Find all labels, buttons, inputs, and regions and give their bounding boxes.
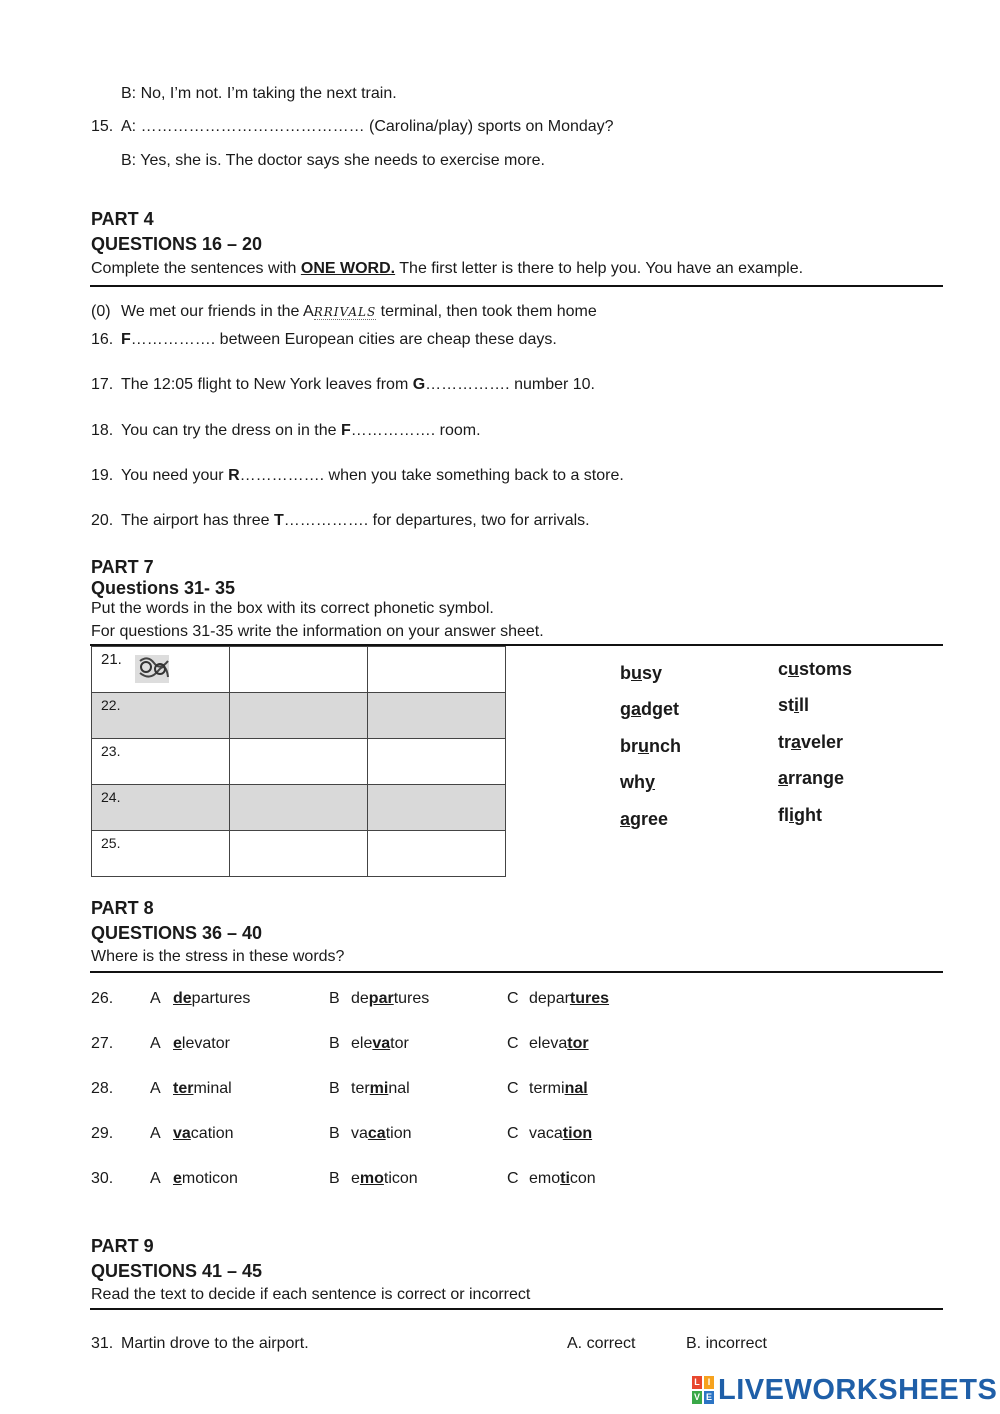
option-letter: A bbox=[150, 1125, 161, 1142]
fill-in-sentence[interactable] bbox=[121, 421, 481, 441]
option-letter: B bbox=[329, 1125, 340, 1142]
syllable: tion bbox=[385, 1125, 412, 1142]
table-row bbox=[92, 647, 506, 693]
stressed-syllable: mi bbox=[369, 1080, 389, 1097]
stress-option[interactable] bbox=[351, 1034, 409, 1054]
sentence-text: ……………. room. bbox=[350, 422, 481, 439]
option-letter: C bbox=[507, 990, 519, 1007]
fill-in-sentence[interactable] bbox=[121, 375, 595, 395]
instr-emphasis: ONE WORD. bbox=[300, 260, 396, 277]
syllable: minal bbox=[193, 1080, 232, 1097]
syllable: levator bbox=[181, 1035, 230, 1052]
example-number: (0) bbox=[91, 303, 111, 320]
syllable: nal bbox=[388, 1080, 410, 1097]
dialogue-line: B: Yes, she is. The doctor says she needs to exercise more. bbox=[121, 152, 545, 169]
syllable: termi bbox=[529, 1080, 565, 1097]
part-4-subtitle: QUESTIONS 16 – 20 bbox=[91, 234, 263, 254]
option-letter: B bbox=[329, 990, 340, 1007]
underlined-sound: u bbox=[788, 659, 800, 679]
part-9-instructions: Read the text to decide if each sentence is correct or incorrect bbox=[91, 1286, 531, 1303]
word-part: st bbox=[778, 695, 795, 715]
part-7-subtitle: Questions 31- 35 bbox=[91, 578, 236, 598]
syllable: cation bbox=[190, 1125, 234, 1142]
question-number: 29. bbox=[91, 1125, 114, 1142]
question-number: 20. bbox=[91, 512, 114, 529]
part-8-subtitle: QUESTIONS 36 – 40 bbox=[91, 923, 263, 943]
phonetic-word[interactable] bbox=[620, 771, 655, 793]
example-answer: RRIVALS bbox=[313, 305, 377, 319]
syllable: ele bbox=[351, 1035, 373, 1052]
row-number: 24. bbox=[92, 785, 230, 831]
dialogue-line: B: No, I’m not. I’m taking the next train. bbox=[121, 85, 397, 102]
question-number: 16. bbox=[91, 331, 114, 348]
stress-option[interactable] bbox=[351, 1169, 418, 1189]
word-part: c bbox=[778, 659, 789, 679]
option-correct[interactable]: A. correct bbox=[567, 1335, 636, 1352]
option-letter: C bbox=[507, 1035, 519, 1052]
first-letter-hint: G bbox=[412, 376, 426, 393]
part-9-title: PART 9 bbox=[91, 1236, 154, 1256]
phonetic-word[interactable] bbox=[620, 698, 679, 720]
sentence-text: ……………. for departures, two for arrivals. bbox=[283, 512, 590, 529]
phonetic-word[interactable] bbox=[778, 658, 852, 680]
underlined-sound: y bbox=[645, 772, 656, 792]
question-number: 17. bbox=[91, 376, 114, 393]
first-letter-hint: F bbox=[121, 331, 131, 348]
stress-option[interactable] bbox=[173, 989, 250, 1009]
table-row bbox=[92, 785, 506, 831]
option-letter: C bbox=[507, 1125, 519, 1142]
phonetic-word[interactable] bbox=[778, 767, 844, 789]
answer-cell[interactable] bbox=[230, 647, 368, 693]
instr-text: The first letter is there to help you. You have an example. bbox=[395, 260, 804, 277]
row-label: 21. bbox=[101, 651, 122, 668]
logo-text: LIVEWORKSHEETS bbox=[718, 1373, 998, 1406]
sentence-text: The 12:05 flight to New York leaves from bbox=[121, 376, 413, 393]
stressed-syllable: tion bbox=[562, 1125, 593, 1142]
option-letter: B bbox=[329, 1080, 340, 1097]
answer-cell[interactable] bbox=[368, 647, 506, 693]
question-text: Martin drove to the airport. bbox=[121, 1335, 309, 1352]
syllable: ter bbox=[351, 1080, 370, 1097]
answer-cell[interactable] bbox=[368, 831, 506, 877]
divider bbox=[90, 971, 943, 973]
word-part: sy bbox=[642, 663, 663, 683]
part-7-instructions: For questions 31-35 write the information on your answer sheet. bbox=[91, 623, 544, 640]
question-number: 31. bbox=[91, 1335, 114, 1352]
question-number: 30. bbox=[91, 1170, 114, 1187]
option-letter: C bbox=[507, 1170, 519, 1187]
syllable: tor bbox=[390, 1035, 409, 1052]
stress-option[interactable] bbox=[351, 989, 429, 1009]
row-number: 23. bbox=[92, 739, 230, 785]
syllable: e bbox=[351, 1170, 360, 1187]
syllable: vaca bbox=[529, 1125, 563, 1142]
first-letter-hint: R bbox=[228, 467, 240, 484]
phonetic-word[interactable] bbox=[778, 731, 843, 753]
word-part: g bbox=[620, 699, 631, 719]
sentence-text: ……………. when you take something back to a store. bbox=[239, 467, 624, 484]
example-sentence bbox=[121, 302, 597, 322]
logo-letter: V bbox=[693, 1392, 700, 1402]
word-part: ght bbox=[794, 805, 822, 825]
stress-option[interactable] bbox=[173, 1079, 232, 1099]
word-part: tr bbox=[778, 732, 791, 752]
stress-option[interactable] bbox=[529, 1034, 589, 1054]
underlined-sound: a bbox=[791, 732, 802, 752]
word-part: rrange bbox=[788, 768, 845, 788]
stressed-syllable: tures bbox=[569, 990, 610, 1007]
word-part: ll bbox=[799, 695, 810, 715]
logo-letter: L bbox=[692, 1376, 702, 1389]
table-row bbox=[92, 831, 506, 877]
word-part: gree bbox=[630, 809, 669, 829]
stress-option[interactable] bbox=[351, 1124, 412, 1144]
question-number: 27. bbox=[91, 1035, 114, 1052]
example-text: terminal, then took them home bbox=[376, 303, 597, 320]
stressed-syllable: ter bbox=[173, 1080, 194, 1097]
stressed-syllable: va bbox=[372, 1035, 391, 1052]
word-part: stoms bbox=[799, 659, 853, 679]
word-part: wh bbox=[620, 772, 645, 792]
underlined-sound: u bbox=[631, 663, 642, 683]
table-row bbox=[92, 739, 506, 785]
option-letter: C bbox=[507, 1080, 519, 1097]
part-7-title: PART 7 bbox=[91, 557, 154, 577]
question-15-prompt: A: …………………………………… (Carolina/play) sports on Monday? bbox=[121, 118, 614, 135]
liveworksheets-logo bbox=[692, 1373, 997, 1407]
first-letter-hint: F bbox=[341, 422, 351, 439]
logo-letter: E bbox=[705, 1392, 712, 1402]
part-4-instructions bbox=[91, 259, 803, 279]
phonetic-word[interactable] bbox=[620, 808, 668, 830]
stress-option[interactable] bbox=[173, 1169, 238, 1189]
underlined-sound: u bbox=[638, 736, 649, 756]
fill-in-sentence[interactable] bbox=[121, 330, 557, 350]
answer-cell[interactable] bbox=[230, 785, 368, 831]
underlined-sound: a bbox=[631, 699, 642, 719]
stressed-syllable: va bbox=[173, 1125, 191, 1142]
instr-text: Complete the sentences with bbox=[91, 260, 301, 277]
sentence-text: The airport has three bbox=[121, 512, 274, 529]
example-text: We met our friends in the A bbox=[121, 303, 314, 320]
answer-cell[interactable] bbox=[230, 739, 368, 785]
syllable: moticon bbox=[181, 1170, 238, 1187]
phonetic-table bbox=[91, 646, 506, 877]
syllable: de bbox=[351, 990, 369, 1007]
phonetic-word[interactable] bbox=[778, 804, 822, 826]
fill-in-sentence[interactable] bbox=[121, 466, 624, 486]
part-9-subtitle: QUESTIONS 41 – 45 bbox=[91, 1261, 263, 1281]
question-number: 26. bbox=[91, 990, 114, 1007]
answer-cell[interactable] bbox=[230, 831, 368, 877]
stress-option[interactable] bbox=[173, 1124, 234, 1144]
question-number: 15. bbox=[91, 118, 114, 135]
option-letter: A bbox=[150, 990, 161, 1007]
table-row bbox=[92, 693, 506, 739]
stressed-syllable: e bbox=[173, 1035, 182, 1052]
underlined-sound: a bbox=[620, 809, 631, 829]
syllable: con bbox=[569, 1170, 596, 1187]
phonetic-word[interactable] bbox=[620, 662, 662, 684]
sentence-text: ……………. number 10. bbox=[425, 376, 595, 393]
part-8-instructions: Where is the stress in these words? bbox=[91, 948, 345, 965]
option-letter: A bbox=[150, 1035, 161, 1052]
syllable: partures bbox=[191, 990, 251, 1007]
phonetic-symbol-image bbox=[132, 651, 174, 687]
answer-cell[interactable] bbox=[368, 693, 506, 739]
syllable: emo bbox=[529, 1170, 561, 1187]
stressed-syllable: e bbox=[173, 1170, 182, 1187]
option-letter: B bbox=[329, 1170, 340, 1187]
divider bbox=[90, 1308, 943, 1310]
word-part: dget bbox=[641, 699, 680, 719]
underlined-sound: i bbox=[794, 695, 800, 715]
syllable: depar bbox=[529, 990, 570, 1007]
part-4-title: PART 4 bbox=[91, 209, 154, 229]
underlined-sound: i bbox=[789, 805, 795, 825]
stressed-syllable: mo bbox=[359, 1170, 384, 1187]
syllable: tures bbox=[393, 990, 430, 1007]
option-letter: A bbox=[150, 1170, 161, 1187]
first-letter-hint: T bbox=[273, 512, 284, 529]
stressed-syllable: par bbox=[368, 990, 394, 1007]
phonetic-word[interactable] bbox=[620, 735, 681, 757]
word-part: veler bbox=[801, 732, 844, 752]
word-part: br bbox=[620, 736, 638, 756]
option-letter: A bbox=[150, 1080, 161, 1097]
fill-in-sentence[interactable] bbox=[121, 511, 590, 531]
option-letter: B bbox=[329, 1035, 340, 1052]
underlined-sound: a bbox=[778, 768, 789, 788]
answer-cell[interactable] bbox=[368, 739, 506, 785]
sentence-text: You need your bbox=[121, 467, 229, 484]
row-number bbox=[92, 647, 230, 693]
word-part: nch bbox=[649, 736, 682, 756]
word-part: fl bbox=[778, 805, 789, 825]
stressed-syllable: ca bbox=[367, 1125, 386, 1142]
stress-option[interactable] bbox=[173, 1034, 230, 1054]
part-8-title: PART 8 bbox=[91, 898, 154, 918]
syllable: va bbox=[351, 1125, 368, 1142]
question-number: 28. bbox=[91, 1080, 114, 1097]
part-7-instructions: Put the words in the box with its correct phonetic symbol. bbox=[91, 600, 494, 617]
option-incorrect[interactable]: B. incorrect bbox=[686, 1335, 767, 1352]
question-number: 18. bbox=[91, 422, 114, 439]
stress-option[interactable] bbox=[529, 1124, 592, 1144]
stress-option[interactable] bbox=[529, 989, 609, 1009]
phonetic-word[interactable] bbox=[778, 694, 809, 716]
divider bbox=[90, 285, 943, 287]
syllable: eleva bbox=[529, 1035, 568, 1052]
logo-letter: I bbox=[704, 1376, 714, 1389]
row-number: 22. bbox=[92, 693, 230, 739]
sentence-text: You can try the dress on in the bbox=[121, 422, 341, 439]
logo-mark-icon bbox=[692, 1376, 714, 1404]
word-part: b bbox=[620, 663, 631, 683]
stressed-syllable: tor bbox=[567, 1035, 589, 1052]
row-number: 25. bbox=[92, 831, 230, 877]
stressed-syllable: nal bbox=[564, 1080, 588, 1097]
answer-cell[interactable] bbox=[368, 785, 506, 831]
sentence-text: ……………. between European cities are cheap these days. bbox=[130, 331, 557, 348]
stressed-syllable: ti bbox=[560, 1170, 570, 1187]
stressed-syllable: de bbox=[173, 990, 192, 1007]
stress-option[interactable] bbox=[529, 1079, 588, 1099]
question-number: 19. bbox=[91, 467, 114, 484]
answer-cell[interactable] bbox=[230, 693, 368, 739]
stress-option[interactable] bbox=[529, 1169, 596, 1189]
syllable: ticon bbox=[383, 1170, 418, 1187]
stress-option[interactable] bbox=[351, 1079, 410, 1099]
